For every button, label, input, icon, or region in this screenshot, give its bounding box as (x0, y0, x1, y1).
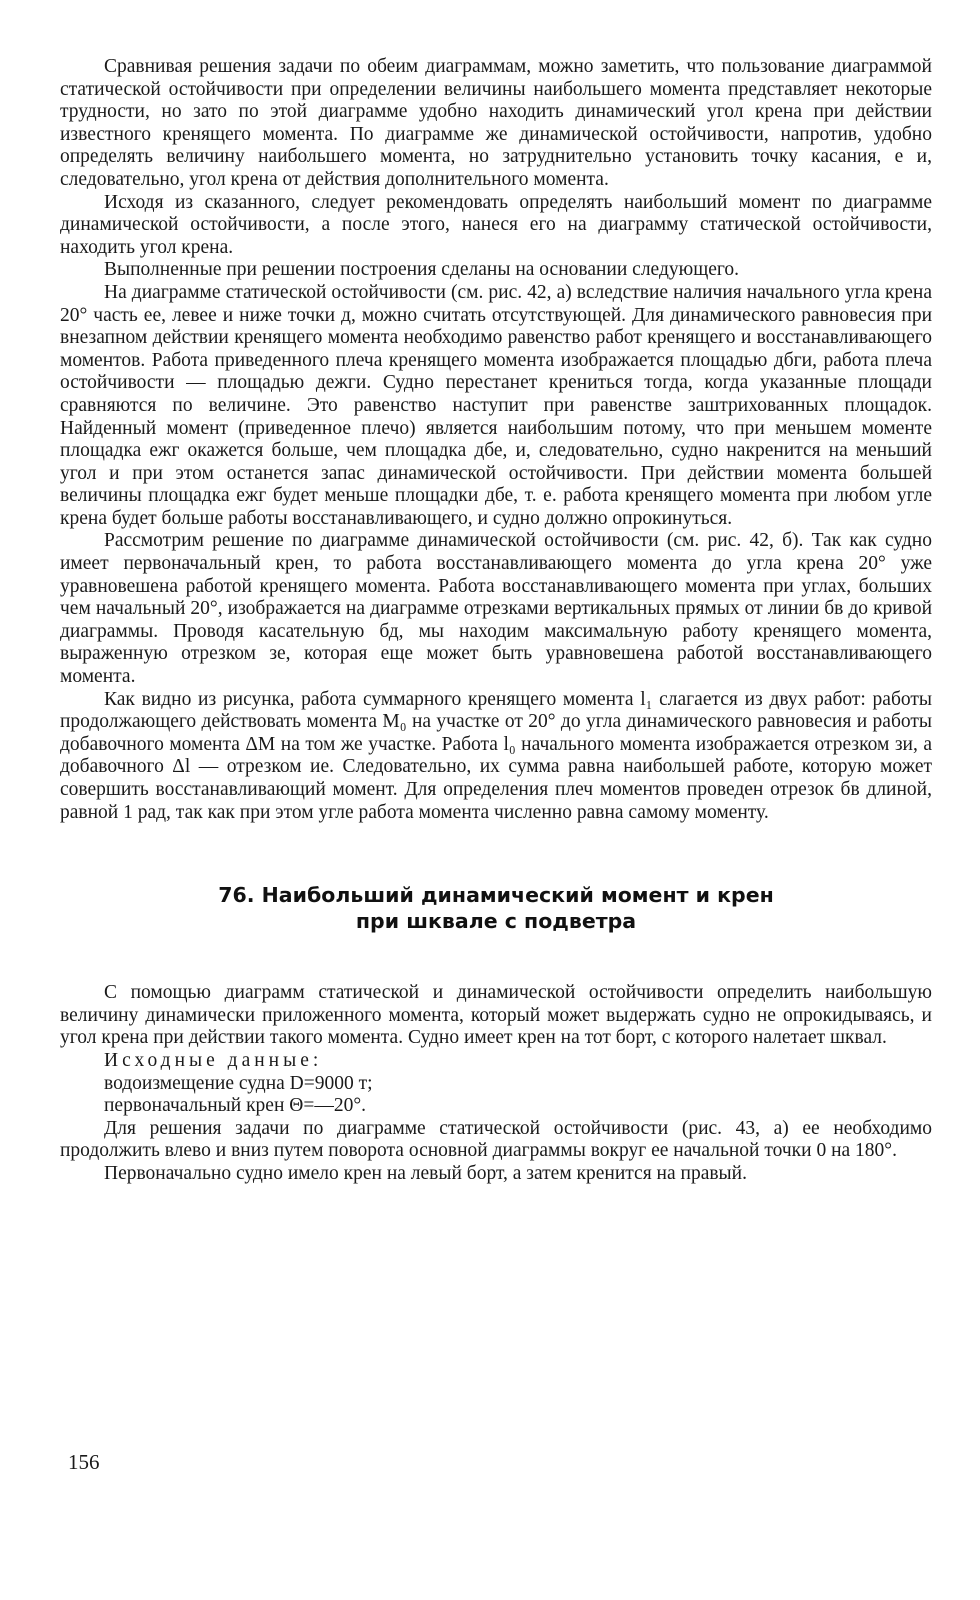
paragraph: Для решения задачи по диаграмме статической остойчивости (рис. 43, а) ее необходимо продолжить влево и вниз путем поворота основной диаграммы вокруг ее начальной точки 0 на 180°. (60, 1117, 932, 1162)
section-heading (60, 882, 932, 934)
given-data-item: водоизмещение судна D=9000 т; (104, 1072, 373, 1094)
problem-statement: С помощью диаграмм статической и динамической остойчивости определить наибольшую величину динамически приложенного момента, который может выдержать судно не опрокидываясь, и угол крена при действии такого момента. Судно имеет крен на тот борт, с которого налетает шквал. (60, 982, 932, 1049)
given-data-item: первоначальный крен Θ=—20°. (104, 1095, 367, 1117)
given-data-label: Исходные данные: (104, 1049, 323, 1071)
paragraph: Сравнивая решения задачи по обеим диаграммам, можно заметить, что пользование диаграммой статической остойчивости при определении величины наибольшего момента представляет некоторые трудности, но зато по этой диаграмме удобно находить динамический угол крена при действии известного кренящего момента. По диаграмме же динамической остойчивости, напротив, удобно определять величину наибольшего момента, но затруднительно установить точку касания, е и, следовательно, угол крена от действия дополнительного момента. (60, 56, 932, 190)
paragraph: Рассмотрим решение по диаграмме динамической остойчивости (см. рис. 42, б). Так как судно имеет первоначальный крен, то работа восстанавливающего момента до угла крена 20° уже уравновешена работой кренящего момента. Работа восстанавливающего момента при углах, больших чем начальный 20°, изображается на диаграмме отрезками вертикальных прямых от линии бв до кривой диаграммы. Проводя касательную бд, мы находим максимальную работу кренящего момента, выраженную отрезком зе, которая еще может быть уравновешена работой восстанавливающего момента. (60, 530, 932, 688)
section-heading-line-2: при шквале с подветра (355, 909, 637, 934)
section-heading-line-1: 76. Наибольший динамический момент и крен (218, 883, 774, 908)
paragraph: Выполненные при решении построения сделаны на основании следующего. (104, 259, 739, 281)
paragraph: На диаграмме статической остойчивости (см. рис. 42, а) вследствие наличия начального угла крена 20° часть ее, левее и ниже точки д, можно считать отсутствующей. Для динамического равновесия при внезапном действии кренящего момента необходимо равенство работ кренящего и восстанавливающего моментов. Работа приведенного плеча кренящего момента изображается площадью дбги, работа плеча остойчивости — площадью дежги. Судно перестанет крениться тогда, когда указанные площади сравняются по величине. Это равенство наступит при равенстве заштрихованных площадок. Найденный момент (приведенное плечо) является наибольшим потому, что при меньшем моменте площадка ежг окажется больше, чем площадка дбе, и, следовательно, судно накренится на меньший угол и при этом останется запас динамической остойчивости. При действии момента большей величины площадка ежг будет меньше площадки дбе, т. е. работа кренящего момента при любом угле крена будет больше работы восстанавливающего, и судно должно опрокинуться. (60, 281, 932, 529)
paragraph: Первоначально судно имело крен на левый борт, а затем кренится на правый. (104, 1162, 747, 1184)
page-number: 156 (68, 1450, 100, 1474)
paragraph: Исходя из сказанного, следует рекомендовать определять наибольший момент по диаграмме динамической остойчивости, а после этого, нанеся его на диаграмму статической остойчивости, находить угол крена. (60, 191, 932, 258)
paragraph: Как видно из рисунка, работа суммарного кренящего момента l₁ слагается из двух работ: работы продолжающего действовать момента M₀ на участке от 20° до угла динамического равновесия и работы добавочного момента ΔM на том же участке. Работа l₀ начального момента изображается отрезком зи, а добавочного Δl — отрезком ие. Следовательно, их сумма равна наибольшей работе, которую может совершить восстанавливающий момент. Для определения плеч моментов проведен отрезок бв длиной, равной 1 рад, так как при этом угле работа момента численно равна самому моменту. (60, 688, 932, 823)
page-text-column (60, 56, 932, 1186)
